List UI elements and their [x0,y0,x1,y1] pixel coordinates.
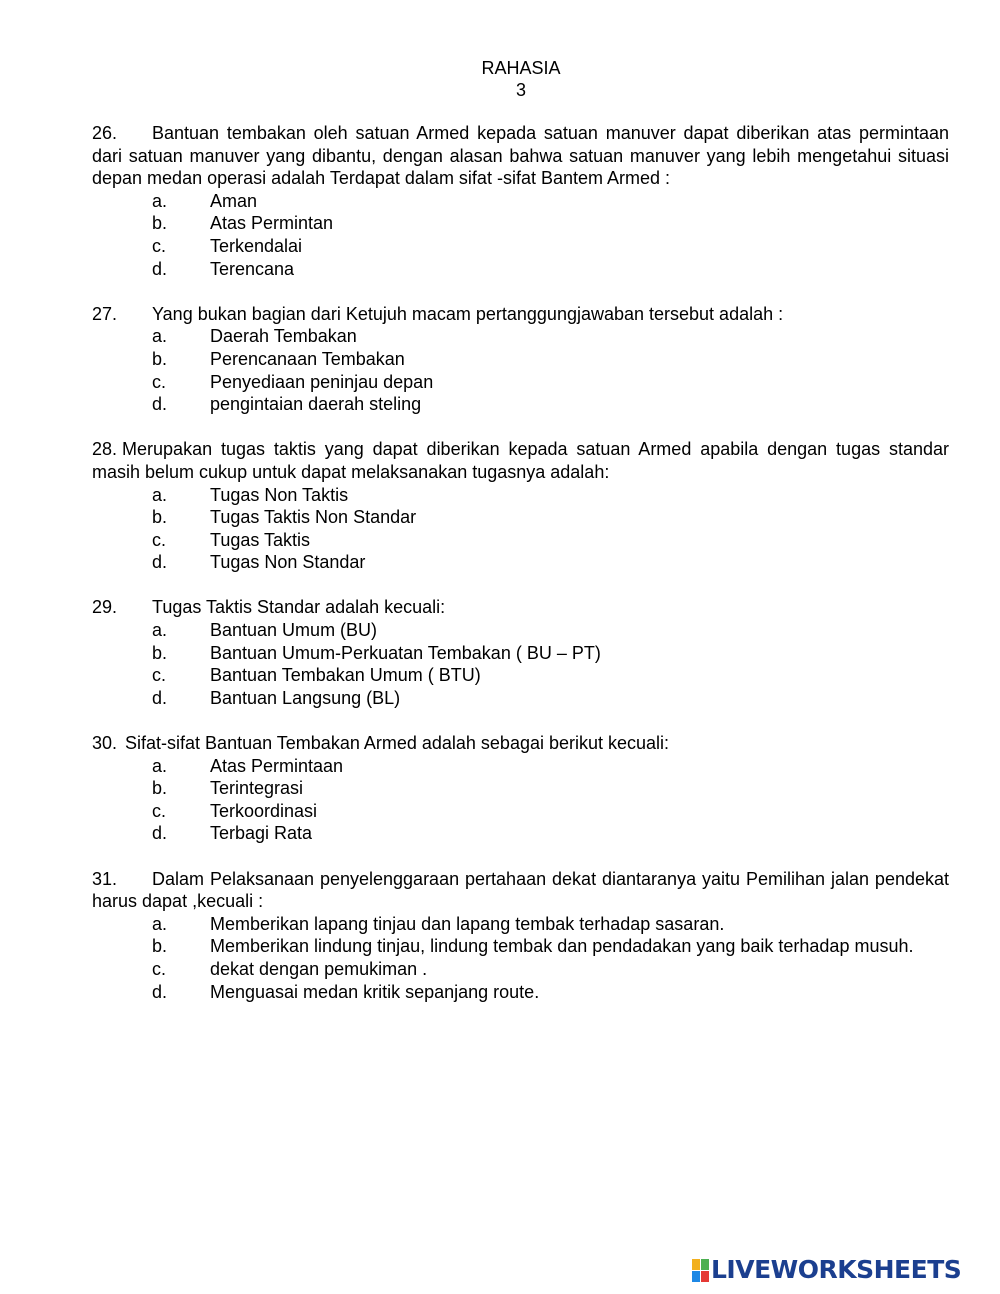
option-text: dekat dengan pemukiman . [210,958,428,979]
option-text: pengintaian daerah steling [210,394,422,415]
liveworksheets-logo [692,1256,961,1284]
option-text: Tugas Non Standar [210,552,366,573]
option-a[interactable] [92,619,949,642]
option-letter: d. [152,394,168,415]
logo-block [692,1271,700,1282]
option-letter: b. [152,778,168,799]
question-stem [92,122,949,190]
question-stem [92,732,949,755]
option-letter: a. [152,326,168,347]
option-c[interactable] [92,235,949,258]
option-letter: d. [152,687,168,708]
option-letter: c. [152,371,167,392]
option-c[interactable] [92,958,949,981]
option-text: Terintegrasi [210,778,304,799]
option-text: Bantuan Umum-Perkuatan Tembakan ( BU – PT) [210,642,601,663]
question-28 [92,438,949,574]
option-letter: c. [152,800,167,821]
question-stem [92,303,949,326]
option-letter: b. [152,936,168,957]
question-text: Yang bukan bagian dari Ketujuh macam pertanggungjawaban tersebut adalah : [152,303,784,324]
option-c[interactable] [92,664,949,687]
option-b[interactable] [92,777,949,800]
logo-blocks-icon [692,1259,709,1282]
option-c[interactable] [92,371,949,394]
option-text: Terkoordinasi [210,800,318,821]
option-d[interactable] [92,687,949,710]
option-b[interactable] [92,935,949,958]
option-letter: d. [152,258,168,279]
option-text: Tugas Taktis [210,529,311,550]
option-text: Memberikan lapang tinjau dan lapang tembak terhadap sasaran. [210,913,725,934]
option-text: Terencana [210,258,295,279]
option-b[interactable] [92,642,949,665]
question-number: 28. [92,439,118,460]
option-text: Tugas Taktis Non Standar [210,507,417,528]
option-letter: a. [152,913,168,934]
option-text: Tugas Non Taktis [210,484,349,505]
option-text: Terbagi Rata [210,823,313,844]
option-c[interactable] [92,529,949,552]
option-text: Atas Permintan [210,213,334,234]
option-letter: a. [152,620,168,641]
logo-block [701,1271,709,1282]
option-text: Daerah Tembakan [210,326,357,347]
option-letter: a. [152,755,168,776]
option-c[interactable] [92,800,949,823]
question-list [92,122,949,1026]
question-27 [92,303,949,416]
option-text: Penyediaan peninjau depan [210,371,434,392]
logo-block [692,1259,700,1270]
option-letter: b. [152,507,168,528]
question-31 [92,868,949,1004]
option-letter: c. [152,665,167,686]
question-text: Merupakan tugas taktis yang dapat diberikan kepada satuan Armed apabila dengan tugas standar masih belum cukup untuk dapat melaksanakan tugasnya adalah: [92,439,949,482]
option-letter: d. [152,552,168,573]
option-d[interactable] [92,258,949,281]
question-stem [92,438,949,483]
question-number: 29. [92,597,118,618]
option-text: Bantuan Tembakan Umum ( BTU) [210,665,481,686]
question-text: Sifat-sifat Bantuan Tembakan Armed adalah sebagai berikut kecuali: [125,733,670,754]
option-a[interactable] [92,913,949,936]
option-letter: a. [152,484,168,505]
option-text: Memberikan lindung tinjau, lindung tembak dan pendadakan yang baik terhadap musuh. [210,936,914,957]
option-b[interactable] [92,506,949,529]
option-b[interactable] [92,348,949,371]
option-letter: c. [152,529,167,550]
option-text: Menguasai medan kritik sepanjang route. [210,981,540,1002]
option-letter: d. [152,823,168,844]
question-number: 31. [92,868,118,889]
logo-text: LIVEWORKSHEETS [711,1255,962,1284]
question-number: 30. [92,733,118,754]
option-text: Perencanaan Tembakan [210,348,405,369]
question-stem [92,868,949,913]
question-stem [92,596,949,619]
option-letter: b. [152,348,168,369]
question-26 [92,122,949,280]
option-a[interactable] [92,484,949,507]
option-b[interactable] [92,212,949,235]
option-a[interactable] [92,755,949,778]
option-letter: b. [152,642,168,663]
classification-header: RAHASIA [481,58,561,78]
question-text: Bantuan tembakan oleh satuan Armed kepada satuan manuver dapat diberikan atas permintaan dari satuan manuver yang dibantu, dengan alasan bahwa satuan manuver yang lebih mengetahui situasi depan medan operasi adalah Terdapat dalam sifat -sifat Bantem Armed : [92,123,949,189]
option-d[interactable] [92,981,949,1004]
option-text: Terkendalai [210,235,303,256]
question-text: Tugas Taktis Standar adalah kecuali: [152,597,446,618]
page-number: 3 [515,80,526,100]
option-text: Bantuan Umum (BU) [210,620,378,641]
question-number: 27. [92,303,118,324]
option-text: Atas Permintaan [210,755,344,776]
logo-block [701,1259,709,1270]
option-letter: c. [152,958,167,979]
option-letter: d. [152,981,168,1002]
option-d[interactable] [92,822,949,845]
option-text: Bantuan Langsung (BL) [210,687,401,708]
option-letter: b. [152,213,168,234]
option-text: Aman [210,190,258,211]
option-a[interactable] [92,190,949,213]
option-d[interactable] [92,551,949,574]
question-number: 26. [92,123,118,143]
question-text: Dalam Pelaksanaan penyelenggaraan pertahaan dekat diantaranya yaitu Pemilihan jalan pendekat harus dapat ,kecuali : [92,868,949,912]
option-a[interactable] [92,325,949,348]
option-d[interactable] [92,393,949,416]
option-letter: a. [152,190,168,211]
option-letter: c. [152,235,167,256]
question-30 [92,732,949,845]
question-29 [92,596,949,709]
